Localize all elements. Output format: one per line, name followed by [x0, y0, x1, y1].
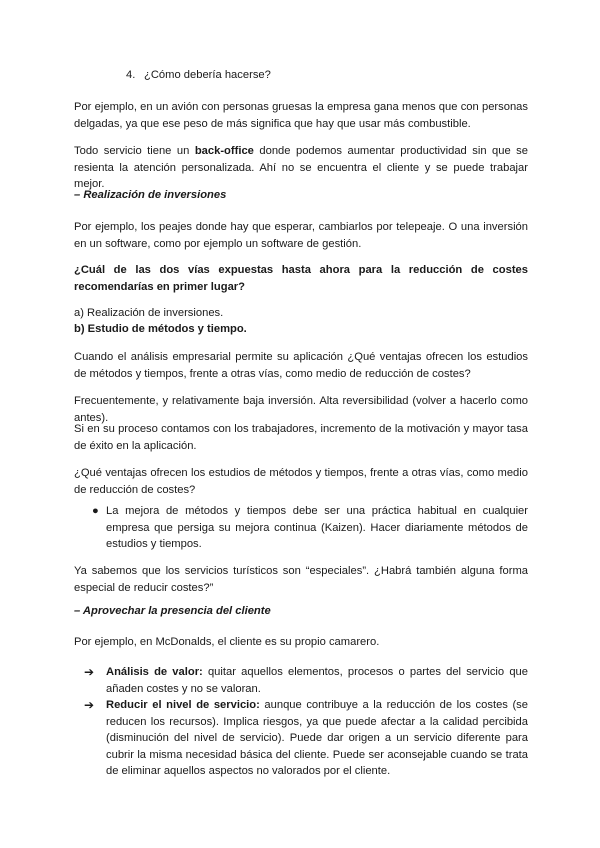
paragraph-cuando: Cuando el análisis empresarial permite su aplicación ¿Qué ventajas ofrecen los estudios de métodos y tiempos, frente a otras vías, como medio de reducción de costes?	[74, 351, 528, 380]
paragraph-ya-sabemos: Ya sabemos que los servicios turísticos son “especiales”. ¿Habrá también alguna forma especial de reducir costes?”	[74, 565, 528, 594]
paragraph-peajes: Por ejemplo, los peajes donde hay que esperar, cambiarlos por telepeaje. O una inversión en un software, como por ejemplo un software de gestión.	[74, 221, 528, 250]
arrow-right-icon: ➔	[84, 698, 95, 712]
back-office-term: back-office	[194, 145, 254, 157]
item-term: Análisis de valor:	[106, 666, 203, 678]
paragraph-si-proceso: Si en su proceso contamos con los trabajadores, incremento de la motivación y mayor tasa de éxito en la aplicación.	[74, 423, 528, 452]
numbered-item-4	[126, 67, 271, 84]
list-number: 4.	[126, 69, 136, 81]
section-heading-inversiones: – Realización de inversiones	[74, 189, 227, 201]
answer-b: b) Estudio de métodos y tiempo.	[74, 323, 247, 335]
bullet-text: La mejora de métodos y tiempos debe ser una práctica habitual en cualquier empresa que persiga su mejora continua (Kaizen). Hacer diariamente métodos de estudios y tiempos.	[106, 505, 528, 550]
answer-a: a) Realización de inversiones.	[74, 307, 224, 319]
item-text: quitar aquellos elementos, procesos o partes del servicio que añaden costes y no se valoran.	[106, 666, 528, 695]
paragraph-avion: Por ejemplo, en un avión con personas gruesas la empresa gana menos que con personas delgadas, ya que ese peso de más significa que hay que usar más combustible.	[74, 101, 528, 130]
section-heading-cliente: – Aprovechar la presencia del cliente	[74, 605, 271, 617]
item-term: Reducir el nivel de servicio:	[106, 699, 260, 711]
arrow-right-icon: ➔	[84, 665, 95, 679]
list-item-text: ¿Cómo debería hacerse?	[144, 69, 271, 81]
list-item	[74, 697, 528, 780]
bullet-marker: ●	[92, 505, 99, 517]
paragraph-back-office: Todo servicio tiene un back-office donde podemos aumentar productividad sin que se resienta la atención personalizada. Ahí no se encuentra el cliente y se puede trabajar mejor.	[74, 145, 528, 190]
list-item	[74, 664, 528, 697]
paragraph-frecuentemente: Frecuentemente, y relativamente baja inversión. Alta reversibilidad (volver a hacerlo como antes).	[74, 395, 528, 424]
bullet-list	[74, 503, 528, 553]
arrow-list	[74, 664, 528, 780]
item-text: aunque contribuye a la reducción de los costes (se reducen los recursos). Implica riesgos, ya que puede afectar a la calidad percibida (disminución del nivel de servicio). Puede dar origen a un servicio diferente para cubrir la misma necesidad básica del cliente. Puede ser aconsejable cuando se trata de eliminar aquellos aspectos no valorados por el cliente.	[106, 699, 528, 777]
paragraph-mcdonalds: Por ejemplo, en McDonalds, el cliente es su propio camarero.	[74, 636, 380, 648]
paragraph-que-ventajas: ¿Qué ventajas ofrecen los estudios de métodos y tiempos, frente a otras vías, como medio de reducción de costes?	[74, 467, 528, 496]
list-item	[74, 503, 528, 553]
question-vias: ¿Cuál de las dos vías expuestas hasta ahora para la reducción de costes recomendarías en primer lugar?	[74, 264, 528, 293]
